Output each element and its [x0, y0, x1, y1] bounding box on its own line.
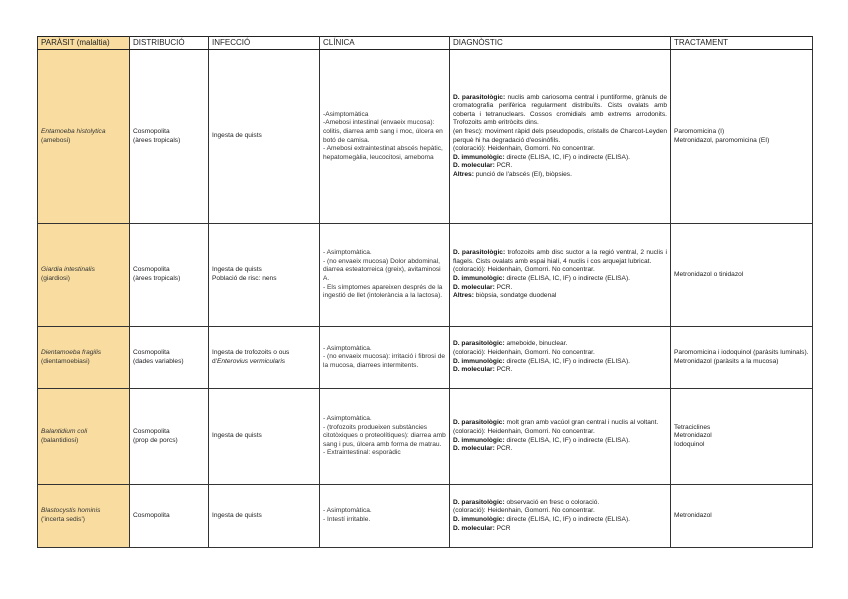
diag-altres-label: Altres: — [453, 292, 474, 300]
diag-extra: (coloració): Heidenhain, Gomorri. No concentrar. — [453, 427, 595, 435]
distribucio-cell — [130, 327, 209, 389]
parasit-cell — [38, 389, 130, 485]
infeccio-line: Població de risc: nens — [212, 275, 277, 282]
diag-extra: (coloració): Heidenhain, Gomorri. No concentrar. — [453, 507, 595, 515]
parasite-table — [37, 36, 813, 548]
diag-immunologic-label: D. immunològic: — [453, 357, 505, 365]
header-row — [38, 37, 813, 50]
diag-immunologic-label: D. immunològic: — [453, 516, 505, 523]
infeccio-line: Ingesta de quists — [212, 266, 262, 274]
diag-parasitologic-text: observació en fresc o coloració. — [504, 498, 600, 506]
diag-parasitologic-text: nuclis amb cariosoma central i puntiforme, grànuls de cromatografia perifèrica regularment distribuïts. Cists ovalats amb coberta i tetranuclears. Cossos cromidials amb extrems arrodonits. Trofozoits amb eritròcits dins. — [453, 93, 667, 127]
infeccio-cell — [209, 485, 320, 548]
table-row — [38, 485, 813, 548]
distribucio-line: Cosmopolita — [133, 127, 170, 135]
diag-parasitologic-label: D. parasitològic: — [453, 498, 505, 506]
diag-altres-text: punció de l'abscés (EI), biòpsies. — [473, 170, 572, 178]
clinica-line: -Asimptomàtica — [323, 110, 369, 118]
clinica-cell — [320, 327, 450, 389]
diag-extra: (en fresc): moviment ràpid dels pseudopodis, cristalls de Charcot-Leyden perquè hi ha degradació d'eosinòfils. — [453, 127, 667, 144]
clinica-line: - (no envaeix mucosa) Dolor abdominal, diarrea esteatorreica (greix), avitaminosi A. — [323, 257, 441, 282]
diagnostic-cell — [450, 224, 671, 327]
parasit-name: Dientamoeba fragilis — [41, 348, 102, 356]
header-distribucio: DISTRIBUCIÓ — [130, 37, 209, 50]
header-infeccio: INFECCIÓ — [209, 37, 320, 50]
clinica-line: - Extraintestinal: esporàdic — [323, 449, 401, 457]
diag-immunologic-label: D. immunològic: — [453, 153, 505, 161]
clinica-cell — [320, 485, 450, 548]
distribucio-line: Cosmopolita — [133, 266, 170, 274]
diag-immunologic-text: directe (ELISA, IC, IF) o indirecte (ELISA). — [504, 516, 630, 523]
infeccio-line: Ingesta de quists — [212, 432, 262, 440]
diag-molecular-text: PCR. — [494, 366, 513, 374]
clinica-line: -Amebosi intestinal (envaeix mucosa): colitis, diarrea amb sang i moc, úlcera en botó de camisa. — [323, 119, 443, 144]
table-row — [38, 50, 813, 224]
diag-molecular-label: D. molecular: — [453, 366, 495, 374]
table-row — [38, 327, 813, 389]
parasit-disease: (dientamoebiasi) — [41, 357, 90, 365]
header-diagnostic: DIAGNÒSTIC — [450, 37, 671, 50]
diag-immunologic-label: D. immunològic: — [453, 436, 505, 444]
parasit-cell — [38, 485, 130, 548]
parasit-disease: (amebosi) — [41, 136, 71, 144]
diagnostic-cell — [450, 389, 671, 485]
clinica-cell — [320, 50, 450, 224]
infeccio-cell — [209, 389, 320, 485]
diag-parasitologic-label: D. parasitològic: — [453, 419, 505, 427]
diag-altres-label: Altres: — [453, 170, 474, 178]
distribucio-line: Cosmopolita — [133, 348, 170, 356]
diag-parasitologic-text: molt gran amb vacúol gran central i nuclis al voltant. — [504, 419, 659, 427]
infeccio-cell — [209, 50, 320, 224]
tractament-line: Metronidazol — [674, 432, 712, 440]
parasit-name: Balantidium coli — [41, 427, 88, 435]
distribucio-line: (dades variables) — [133, 357, 184, 365]
tractament-line: Metronidazol, paromomicina (EI) — [674, 136, 770, 144]
clinica-line: - Asimptomàtica. — [323, 249, 372, 257]
diag-molecular-label: D. molecular: — [453, 162, 495, 170]
clinica-line: - (trofozoits produeixen substàncies citotòxiques o proteolítiques): diarrea amb sang i pus, úlcera amb forma de matrau. — [323, 423, 446, 448]
diag-parasitologic-text: trofozoits amb disc suctor a la regió ventral, 2 nuclis i flagels. Cists ovalats amb espai hialí, 4 nuclis i cos arquejat lubricat. — [453, 249, 667, 265]
infeccio-italic: Enterovius vermicularis — [216, 357, 286, 365]
diag-molecular-label: D. molecular: — [453, 283, 495, 291]
distribucio-cell — [130, 485, 209, 548]
distribucio-line: (àrees tropicals) — [133, 136, 181, 144]
infeccio-line: Ingesta de quists — [212, 132, 262, 140]
infeccio-text: Ingesta de trofozoits o ous d' — [212, 348, 290, 365]
parasit-cell — [38, 50, 130, 224]
diag-parasitologic-label: D. parasitològic: — [453, 340, 505, 348]
diag-extra: (coloració): Heidenhain, Gomorri. No concentrar. — [453, 266, 595, 274]
infeccio-cell — [209, 224, 320, 327]
clinica-line: - Asimptomàtica. — [323, 415, 372, 423]
parasit-cell — [38, 224, 130, 327]
tractament-line: Paromomicina i iodoquinol (paràsits luminals). — [674, 348, 809, 356]
clinica-line: - Els símptomes apareixen després de la ingestió de llet (intolerància a la lactosa). — [323, 283, 443, 300]
distribucio-line: (àrees tropicals) — [133, 275, 181, 282]
diag-molecular-text: PCR. — [494, 162, 513, 170]
parasit-disease: ('incerta sedis') — [41, 516, 85, 523]
infeccio-cell — [209, 327, 320, 389]
diag-extra: (coloració): Heidenhain, Gomorri. No concentrar. — [453, 145, 595, 153]
distribucio-line: Cosmopolita — [133, 427, 170, 435]
distribucio-cell — [130, 50, 209, 224]
diag-immunologic-label: D. immunològic: — [453, 275, 505, 282]
table-row — [38, 224, 813, 327]
diag-altres-text: biòpsia, sondatge duodenal — [473, 292, 557, 300]
diagnostic-cell — [450, 327, 671, 389]
tractament-cell — [671, 485, 813, 548]
header-clinica: CLÍNICA — [320, 37, 450, 50]
diag-immunologic-text: directe (ELISA, IC, IF) o indirecte (ELISA). — [504, 436, 630, 444]
diag-parasitologic-label: D. parasitològic: — [453, 249, 506, 257]
tractament-cell — [671, 327, 813, 389]
parasit-disease: (balantidiosi) — [41, 436, 79, 444]
tractament-line: Metronidazol (paràsits a la mucosa) — [674, 357, 779, 365]
diag-molecular-text: PCR. — [494, 283, 513, 291]
diag-parasitologic-label: D. parasitològic: — [453, 93, 506, 101]
diag-immunologic-text: directe (ELISA, IC, IF) o indirecte (ELISA). — [504, 153, 630, 161]
diag-parasitologic-text: ameboide, binuclear. — [504, 340, 568, 348]
clinica-cell — [320, 389, 450, 485]
diag-molecular-text: PCR — [494, 524, 511, 532]
tractament-line: Metronidazol — [674, 511, 712, 519]
clinica-line: - (no envaeix mucosa): irritació i fibrosi de la mucosa, diarrees intermitents. — [323, 353, 446, 369]
parasit-cell — [38, 327, 130, 389]
diag-molecular-label: D. molecular: — [453, 445, 495, 453]
tractament-cell — [671, 224, 813, 327]
tractament-line: Metronidazol o tinidazol — [674, 270, 744, 278]
diag-immunologic-text: directe (ELISA, IC, IF) o indirecte (ELISA). — [504, 275, 630, 282]
diagnostic-cell — [450, 50, 671, 224]
parasit-name: Entamoeba histolytica — [41, 127, 106, 135]
table-row — [38, 389, 813, 485]
header-tractament: TRACTAMENT — [671, 37, 813, 50]
clinica-cell — [320, 224, 450, 327]
parasit-name: Giardia intestinalis — [41, 266, 95, 274]
distribucio-cell — [130, 224, 209, 327]
clinica-line: - Intestí irritable. — [323, 516, 371, 523]
tractament-cell — [671, 389, 813, 485]
diag-molecular-label: D. molecular: — [453, 524, 495, 532]
tractament-line: Paromomicina (I) — [674, 127, 725, 135]
diag-extra: (coloració): Heidenhain, Gomorri. No concentrar. — [453, 348, 595, 356]
parasit-name: Blastocystis hominis — [41, 507, 101, 515]
distribucio-line: (prop de porcs) — [133, 436, 178, 444]
distribucio-cell — [130, 389, 209, 485]
tractament-line: Iodoquinol — [674, 440, 705, 448]
diagnostic-cell — [450, 485, 671, 548]
clinica-line: - Asimptomàtica. — [323, 507, 372, 515]
parasit-disease: (giardiosi) — [41, 275, 70, 282]
header-parasit: PARÀSIT (malaltia) — [38, 37, 130, 50]
infeccio-line: Ingesta de quists — [212, 511, 262, 519]
tractament-line: Tetraciclines — [674, 423, 711, 431]
diag-molecular-text: PCR. — [494, 445, 513, 453]
distribucio-line: Cosmopolita — [133, 511, 170, 519]
clinica-line: - Amebosi extraintestinat abscés hepàtic, hepatomegàlia, leucocitosi, ameboma — [323, 145, 443, 161]
clinica-line: - Asimptomàtica. — [323, 344, 372, 352]
tractament-cell — [671, 50, 813, 224]
diag-immunologic-text: directe (ELISA, IC, IF) o indirecte (ELISA). — [504, 357, 630, 365]
